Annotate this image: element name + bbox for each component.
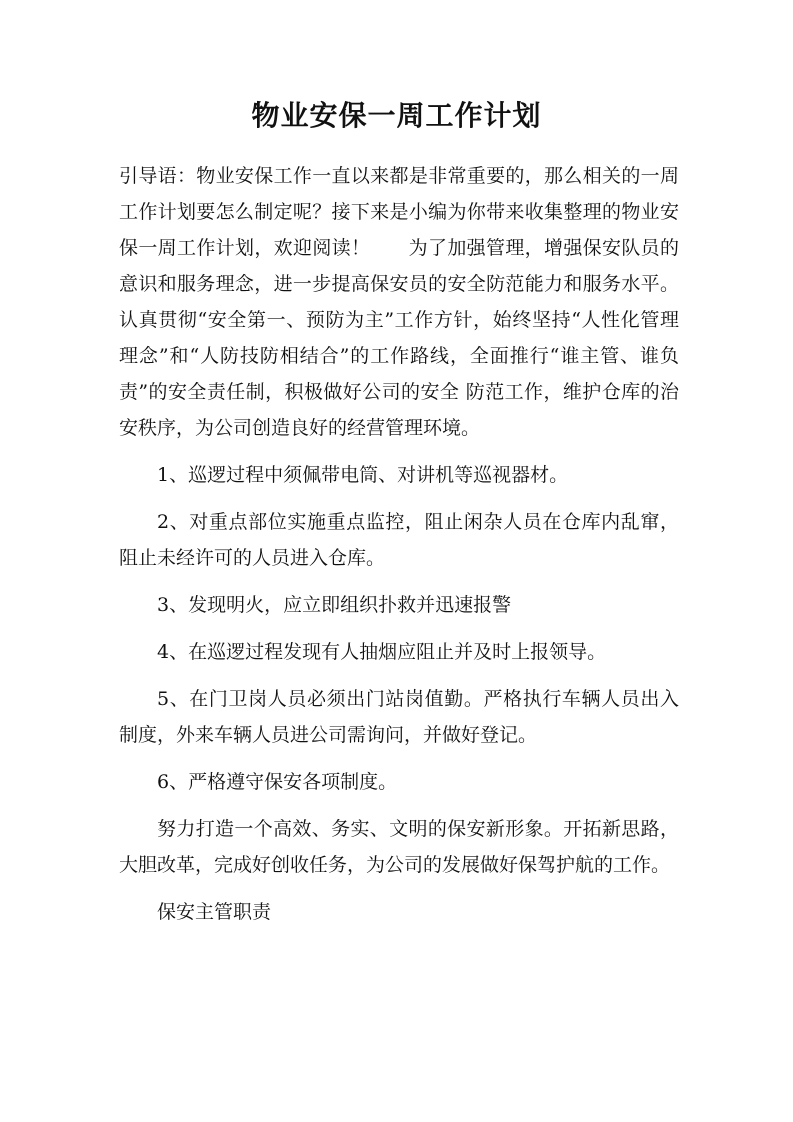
plan-item-2: 2、对重点部位实施重点监控，阻止闲杂人员在仓库内乱窜，阻止未经许可的人员进入仓库。 [119, 511, 679, 569]
plan-item-5: 5、在门卫岗人员必须出门站岗值勤。严格执行车辆人员出入制度，外来车辆人员进公司需询问，并做好登记。 [119, 688, 679, 746]
plan-item-1: 1、巡逻过程中须佩带电筒、对讲机等巡视器材。 [157, 464, 569, 486]
plan-item-4: 4、在巡逻过程发现有人抽烟应阻止并及时上报领导。 [157, 641, 607, 663]
closing-paragraph: 努力打造一个高效、务实、文明的保安新形象。开拓新思路，大胆改革，完成好创收任务，为公司的发展做好保驾护航的工作。 [119, 818, 679, 876]
document-body [119, 158, 679, 930]
intro-lead-text: 引导语：物业安保工作一直以来都是非常重要的，那么相关的一周工作计划要怎么制定呢？接下来是小编为你带来收集整理的物业安保一周工作计划，欢迎阅读！ [119, 165, 679, 259]
document-title: 物业安保一周工作计划 [251, 99, 542, 132]
intro-purpose-text: 为了加强管理，增强保安队员的意识和服务理念，进一步提高保安员的安全防范能力和服务水平。认真贯彻“安全第一、预防为主”工作方针，始终坚持“人性化管理理念”和“人防技防相结合”的工作路线，全面推行“谁主管、谁负责”的安全责任制，积极做好公司的安全 防范工作，维护仓库的治安秩序，为公司创造良好的经营管理环境。 [119, 237, 679, 439]
section-heading: 保安主管职责 [157, 901, 272, 923]
plan-item-3: 3、发现明火，应立即组织扑救并迅速报警 [157, 594, 512, 616]
intro-paragraph [119, 158, 679, 446]
plan-item-6: 6、严格遵守保安各项制度。 [157, 771, 398, 793]
